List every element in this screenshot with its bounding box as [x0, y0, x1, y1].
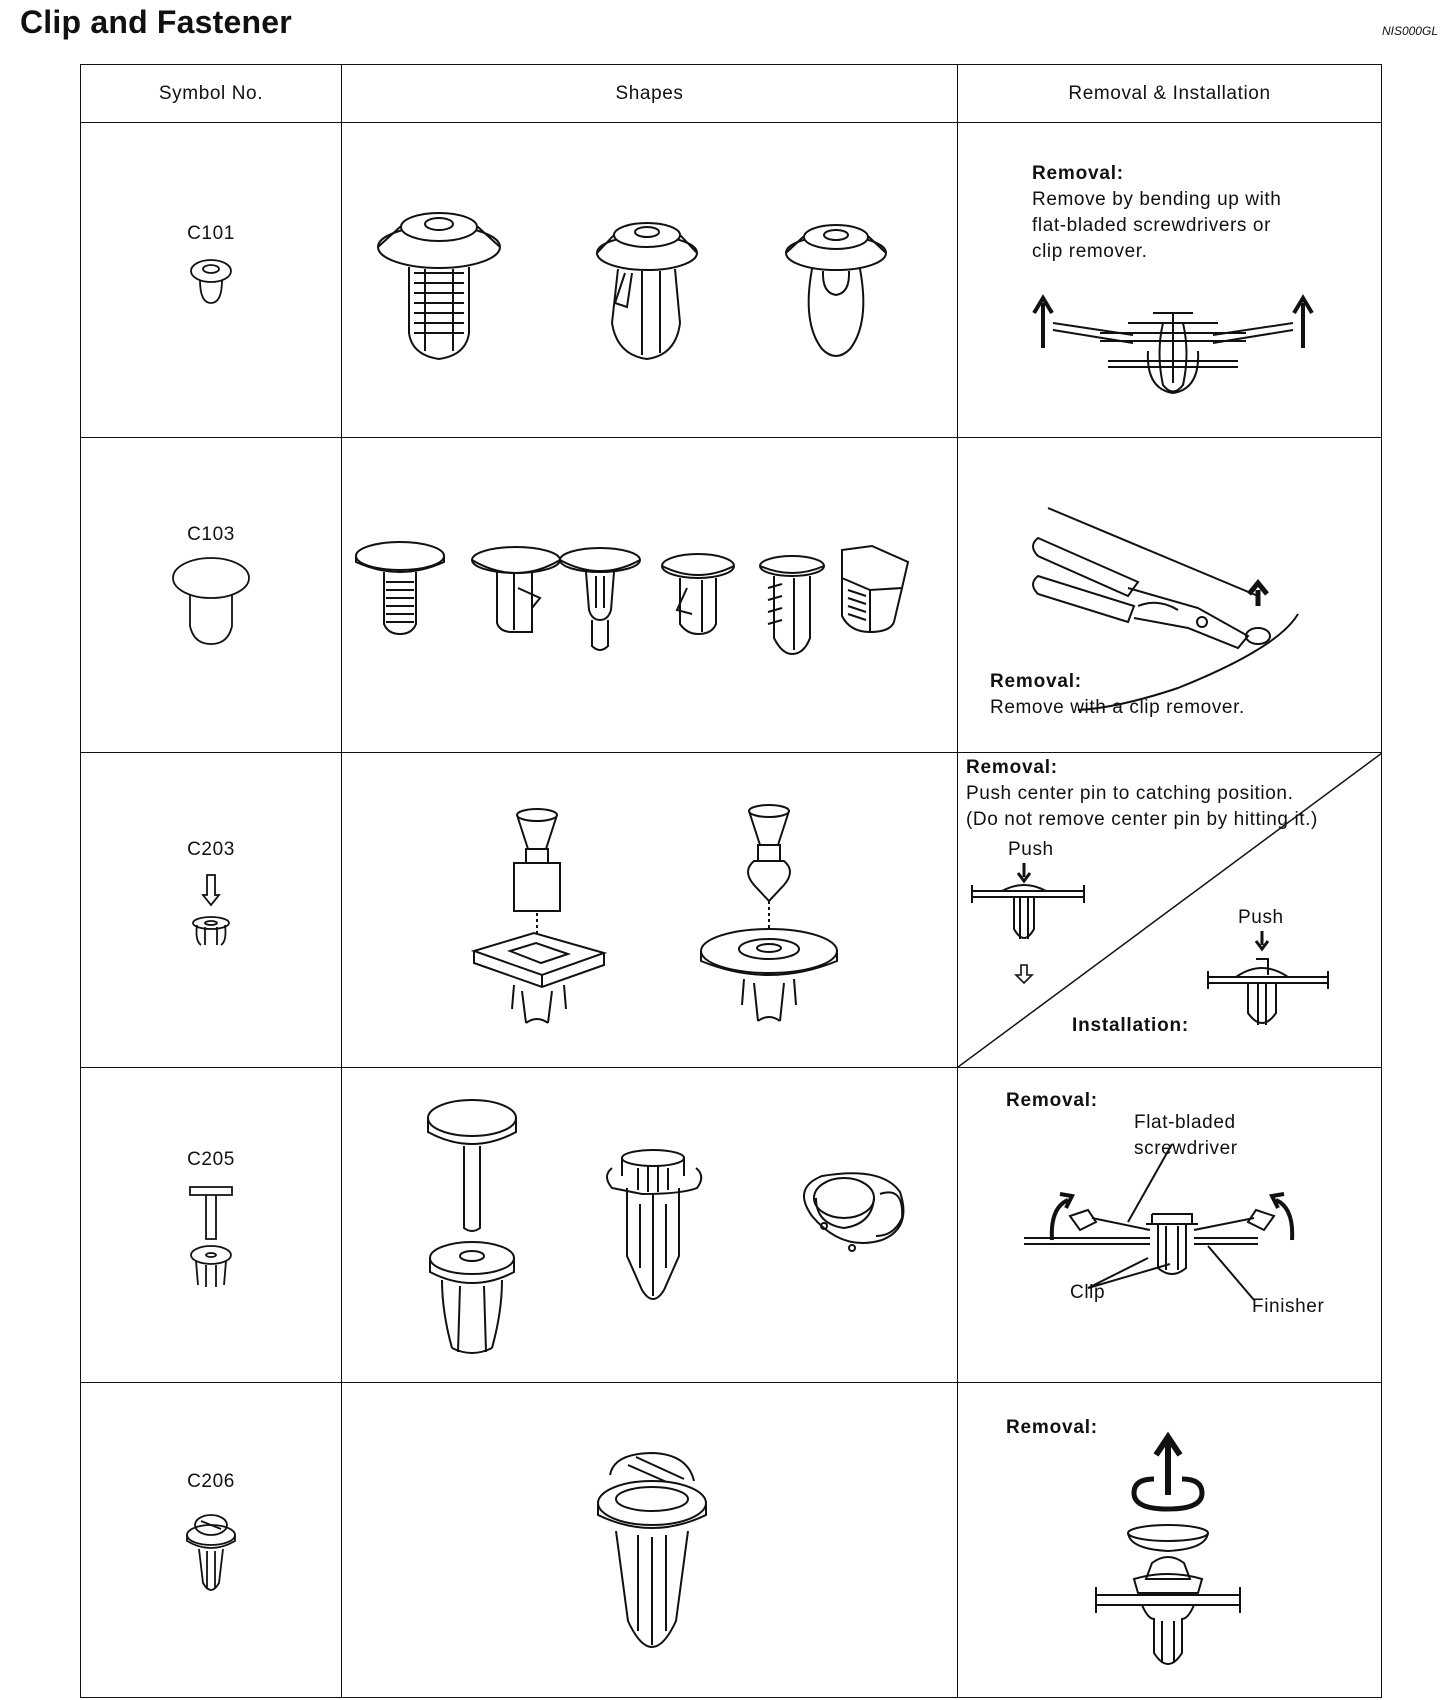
c206-shapes-drawing [342, 1383, 958, 1697]
installation-heading: Installation: [1072, 1015, 1190, 1036]
removal-line: Push center pin to catching position. [966, 783, 1294, 804]
clip-fastener-table [80, 64, 1382, 1698]
removal-cell [958, 1383, 1382, 1698]
c101-clip-split-icon [597, 223, 697, 359]
c205-shapes-drawing [342, 1068, 958, 1382]
rotate-arrow-icon [1134, 1437, 1202, 1509]
removal-heading: Removal: [1006, 1417, 1098, 1438]
removal-heading: Removal: [966, 757, 1058, 778]
c206-symbol-icon [183, 1503, 239, 1599]
removal-line: Remove by bending up with [1032, 189, 1282, 210]
header-symbol: Symbol No. [81, 65, 342, 123]
shapes-cell [342, 1383, 958, 1698]
curved-arrow-icon [1272, 1194, 1292, 1240]
table-row [81, 1383, 1382, 1698]
c103-symbol-icon [169, 556, 253, 646]
header-row [81, 65, 1382, 123]
symbol-code: C205 [187, 1149, 235, 1170]
page-title: Clip and Fastener [20, 4, 292, 40]
c101-symbol-icon [186, 255, 236, 307]
removal-cell [958, 123, 1382, 438]
removal-heading: Removal: [990, 671, 1082, 692]
removal-line: (Do not remove center pin by hitting it.) [966, 809, 1318, 830]
removal-heading: Removal: [1032, 163, 1124, 184]
symbol-cell [81, 1383, 342, 1698]
c203-shapes-drawing [342, 753, 958, 1067]
table-row [81, 1068, 1382, 1383]
up-arrow-icon [1249, 583, 1267, 606]
removal-cell [958, 438, 1382, 753]
callout-tool: screwdriver [1134, 1138, 1238, 1159]
c205-removal-diagram [958, 1068, 1382, 1382]
symbol-cell [81, 1068, 342, 1383]
shapes-cell [342, 438, 958, 753]
symbol-cell [81, 123, 342, 438]
callout-clip: Clip [1070, 1282, 1106, 1303]
symbol-code: C206 [187, 1471, 235, 1492]
c103-clip-pin-icon [560, 548, 640, 650]
removal-line: Remove with a clip remover. [990, 697, 1245, 718]
table-row [81, 753, 1382, 1068]
symbol-cell [81, 438, 342, 753]
curved-arrow-icon [1052, 1194, 1072, 1240]
c101-shapes-drawing [342, 123, 958, 437]
table-row [81, 438, 1382, 753]
c206-removal-diagram [958, 1383, 1382, 1697]
push-label: Push [1008, 839, 1054, 860]
header-removal: Removal & Installation [958, 65, 1382, 123]
table-row [81, 123, 1382, 438]
shapes-cell [342, 753, 958, 1068]
down-arrow-icon [1018, 863, 1030, 881]
up-arrow-icon [1034, 298, 1052, 348]
c103-shapes-drawing [342, 438, 958, 752]
c101-clip-ribbed-icon [378, 213, 500, 359]
c205-clip-pin-grommet-icon [428, 1100, 516, 1353]
c101-clip-bulb-icon [786, 225, 886, 356]
c103-clip-ribbed-icon [356, 542, 444, 634]
c203-clip-round-icon [701, 805, 837, 1021]
down-arrow-icon [1256, 931, 1268, 949]
callout-tool: Flat-bladed [1134, 1112, 1236, 1133]
c205-symbol-icon [186, 1181, 236, 1291]
symbol-code: C203 [187, 839, 235, 860]
removal-line: clip remover. [1032, 241, 1148, 262]
symbol-code: C101 [187, 223, 235, 244]
callout-finisher: Finisher [1252, 1296, 1325, 1317]
c206-clip-twist-icon [598, 1453, 706, 1647]
removal-cell [958, 1068, 1382, 1383]
removal-heading: Removal: [1006, 1090, 1098, 1111]
c205-clip-plunger-icon [607, 1150, 701, 1299]
shapes-cell [342, 123, 958, 438]
header-shapes: Shapes [342, 65, 958, 123]
c205-clip-cap-icon [804, 1173, 903, 1251]
removal-cell [958, 753, 1382, 1068]
shapes-cell [342, 1068, 958, 1383]
symbol-cell [81, 753, 342, 1068]
removal-line: flat-bladed screwdrivers or [1032, 215, 1272, 236]
c103-clip-bent-icon [662, 554, 734, 634]
down-arrow-icon [1016, 965, 1032, 983]
c103-clip-split-icon [472, 547, 560, 632]
push-label: Push [1238, 907, 1284, 928]
c103-clip-square-icon [842, 546, 908, 632]
symbol-code: C103 [187, 524, 235, 545]
c203-symbol-icon [189, 871, 233, 951]
reference-code: NIS000GL [1381, 24, 1438, 38]
c103-clip-fir-icon [760, 556, 824, 654]
clip-remover-tool-icon [1033, 538, 1270, 648]
c203-clip-square-icon [474, 809, 604, 1023]
c101-removal-diagram [958, 123, 1382, 437]
up-arrow-icon [1294, 298, 1312, 348]
